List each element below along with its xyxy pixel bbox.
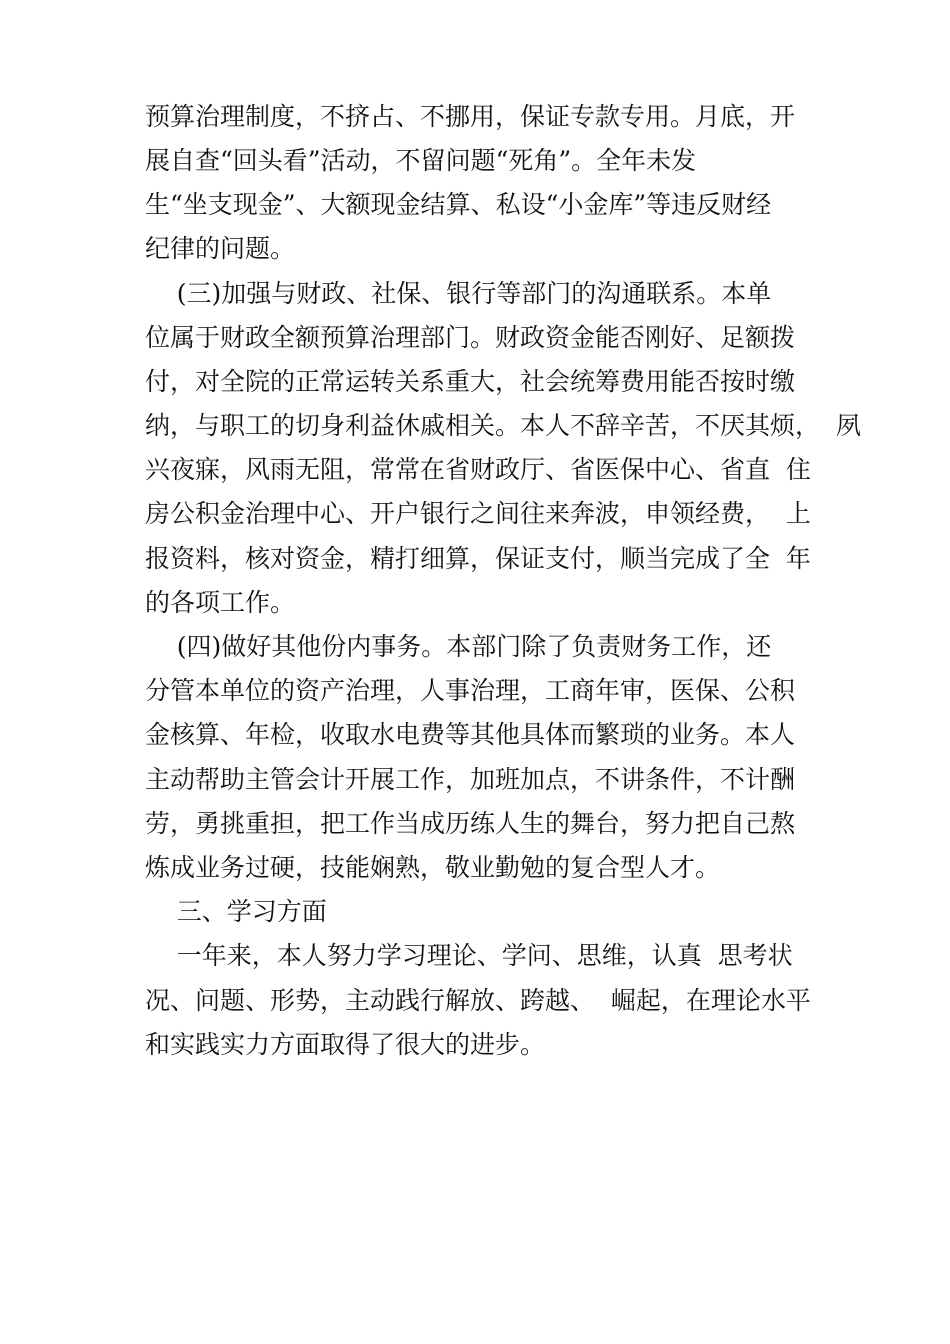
section-heading: 三、学习方面 <box>145 897 327 926</box>
text-line: 的各项工作。 <box>145 588 296 617</box>
text-line: (三)加强与财政、社保、银行等部门的沟通联系。本单 <box>145 279 772 308</box>
text-line: (四)做好其他份内事务。本部门除了负责财务工作，还 <box>145 632 772 661</box>
text-line: 炼成业务过硬，技能娴熟，敬业勤勉的复合型人才。 <box>145 853 721 882</box>
text-line: 纳，与职工的切身利益休戚相关。本人不辞辛苦，不厌其烦， 夙 <box>145 411 861 440</box>
text-line: 报资料，核对资金，精打细算，保证支付，顺当完成了全 年 <box>145 544 811 573</box>
text-line: 分管本单位的资产治理，人事治理，工商年审，医保、公积 <box>145 676 796 705</box>
text-line: 生“坐支现金”、大额现金结算、私设“小金库”等违反财经 <box>145 190 772 219</box>
text-line: 况、问题、形势，主动践行解放、跨越、 崛起，在理论水平 <box>145 986 811 1015</box>
text-line: 付，对全院的正常运转关系重大，社会统筹费用能否按时缴 <box>145 367 796 396</box>
text-line: 和实践实力方面取得了很大的进步。 <box>145 1030 546 1059</box>
text-line: 位属于财政全额预算治理部门。财政资金能否刚好、足额拨 <box>145 323 796 352</box>
text-line: 房公积金治理中心、开户银行之间往来奔波，申领经费， 上 <box>145 499 811 528</box>
text-line: 金核算、年检，收取水电费等其他具体而繁琐的业务。本人 <box>145 720 796 749</box>
text-line: 展自查“回头看”活动，不留问题“死角”。全年未发 <box>145 146 697 175</box>
text-line: 纪律的问题。 <box>145 234 296 263</box>
text-line: 劳，勇挑重担，把工作当成历练人生的舞台，努力把自己熬 <box>145 809 796 838</box>
text-line: 一年来，本人努力学习理论、学问、思维，认真 思考状 <box>145 941 793 970</box>
text-line: 主动帮助主管会计开展工作，加班加点，不讲条件，不计酬 <box>145 765 796 794</box>
text-line: 预算治理制度，不挤占、不挪用，保证专款专用。月底，开 <box>145 102 796 131</box>
text-line: 兴夜寐，风雨无阻，常常在省财政厅、省医保中心、省直 住 <box>145 455 811 484</box>
